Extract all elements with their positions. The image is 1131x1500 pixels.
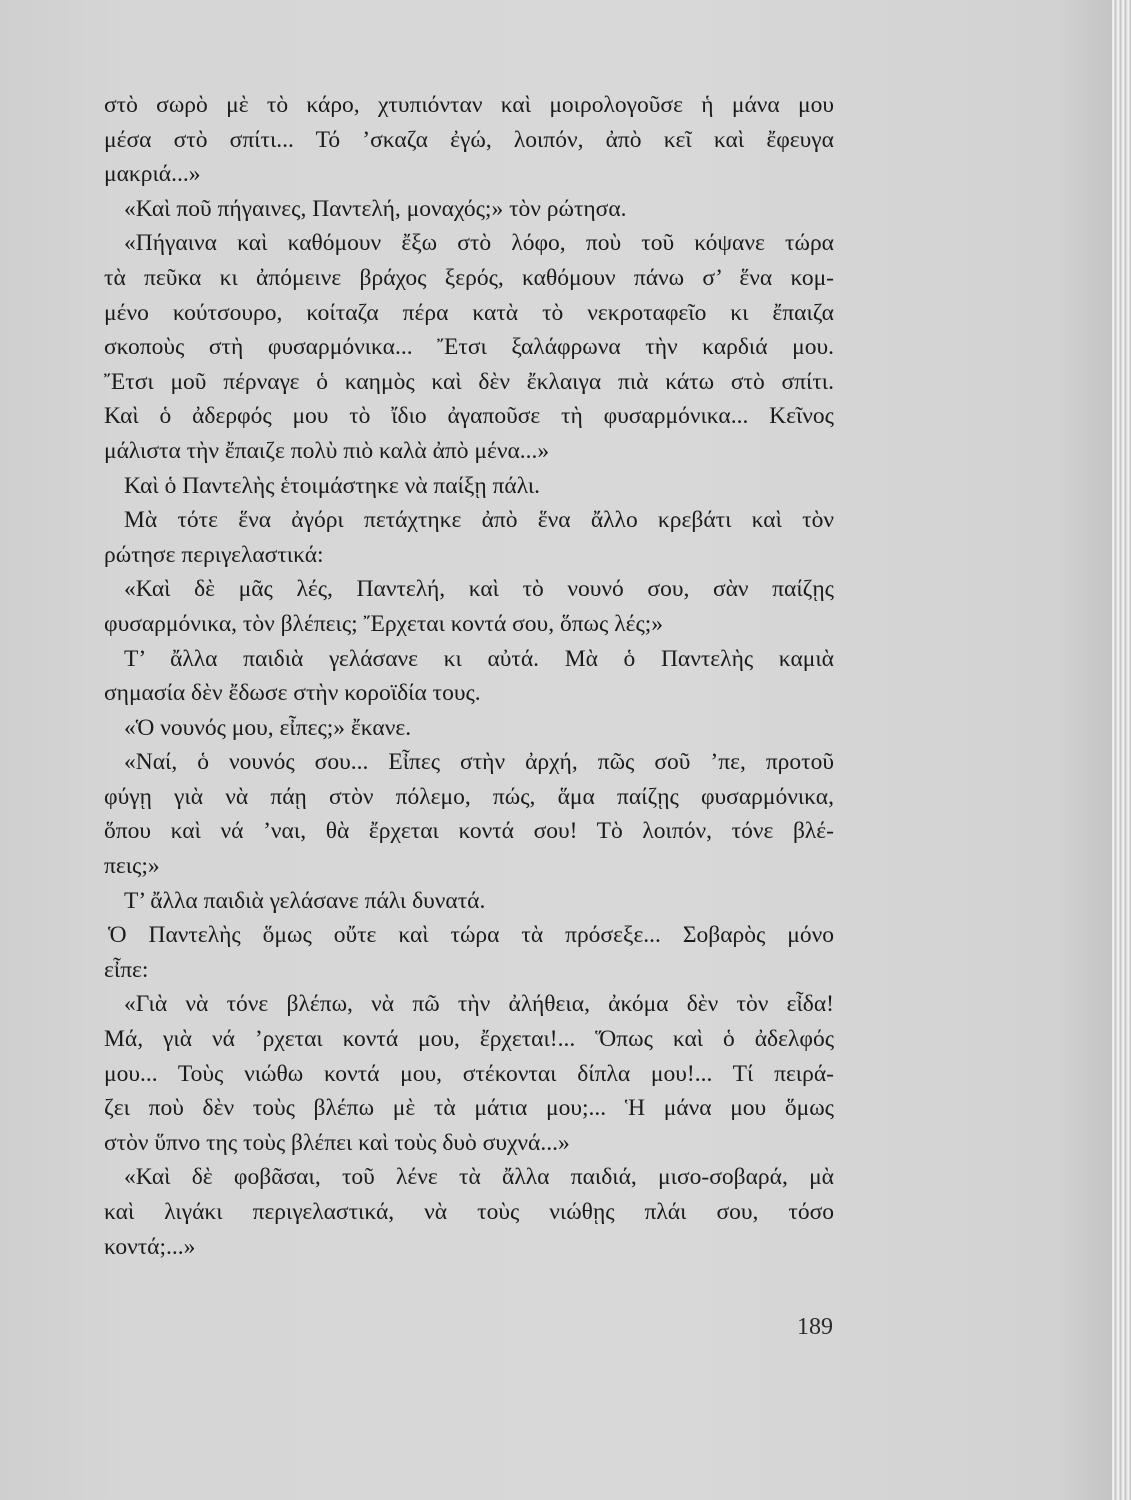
text-line: μένο κούτσουρο, κοίταζα πέρα κατὰ τὸ νεκροταφεῖο κι ἔπαιζα — [104, 299, 834, 326]
text-line: «Πήγαινα καὶ καθόμουν ἔξω στὸ λόφο, ποὺ τοῦ κόψανε τώρα — [124, 230, 834, 257]
text-line: σκοποὺς στὴ φυσαρμόνικα... Ἔτσι ξαλάφρωνα τὴν καρδιά μου. — [104, 334, 834, 361]
text-line: «Καὶ δὲ φοβᾶσαι, τοῦ λένε τὰ ἄλλα παιδιά, μισο-σοβαρά, μὰ — [124, 1164, 834, 1191]
text-line: εἶπε: — [104, 956, 149, 983]
text-line: πεις;» — [104, 853, 160, 880]
text-line: «Καὶ ποῦ πήγαινες, Παντελή, μοναχός;» τὸν ρώτησα. — [124, 195, 627, 222]
text-line: ρώτησε περιγελαστικά: — [104, 541, 324, 568]
text-line: μακριά...» — [104, 161, 201, 188]
text-line: Καὶ ὁ Παντελὴς ἑτοιμάστηκε νὰ παίξῃ πάλι. — [124, 472, 541, 499]
text-line: κοντά;...» — [104, 1233, 196, 1260]
text-line: φυσαρμόνικα, τὸν βλέπεις; Ἔρχεται κοντά σου, ὅπως λές;» — [104, 610, 664, 637]
page-number: 189 — [797, 1314, 833, 1340]
text-line: στὸν ὕπνο της τοὺς βλέπει καὶ τοὺς δυὸ συχνά...» — [104, 1129, 570, 1156]
text-line: Ὁ Παντελὴς ὅμως οὔτε καὶ τώρα τὰ πρόσεξε... Σοβαρὸς μόνο — [108, 922, 834, 949]
text-line: «Ναί, ὁ νουνός σου... Εἶπες στὴν ἀρχή, πῶς σοῦ ’πε, προτοῦ — [124, 749, 834, 776]
text-line: μάλιστα τὴν ἔπαιζε πολὺ πιὸ καλὰ ἀπὸ μένα...» — [104, 437, 550, 464]
text-line: σημασία δὲν ἔδωσε στὴν κοροϊδία τους. — [104, 680, 481, 707]
text-line: τὰ πεῦκα κι ἀπόμεινε βράχος ξερός, καθόμουν πάνω σ’ ἕνα κομ- — [104, 264, 834, 291]
text-line: «Καὶ δὲ μᾶς λές, Παντελή, καὶ τὸ νουνό σου, σὰν παίζῃς — [124, 576, 834, 603]
text-line: Τ’ ἄλλα παιδιὰ γελάσανε πάλι δυνατά. — [124, 887, 486, 914]
text-line: Καὶ ὁ ἀδερφός μου τὸ ἴδιο ἀγαποῦσε τὴ φυσαρμόνικα... Κεῖνος — [104, 403, 834, 430]
text-line: Μὰ τότε ἕνα ἀγόρι πετάχτηκε ἀπὸ ἕνα ἄλλο κρεβάτι καὶ τὸν — [124, 507, 834, 534]
body-text — [104, 88, 834, 1264]
text-line: Ἔτσι μοῦ πέρναγε ὁ καημὸς καὶ δὲν ἔκλαιγα πιὰ κάτω στὸ σπίτι. — [104, 368, 834, 395]
text-line: ὅπου καὶ νά ’ναι, θὰ ἔρχεται κοντά σου! Τὸ λοιπόν, τόνε βλέ- — [104, 818, 834, 845]
text-line: Τ’ ἄλλα παιδιὰ γελάσανε κι αὐτά. Μὰ ὁ Παντελὴς καμιὰ — [124, 645, 834, 672]
page-edge — [1112, 0, 1131, 1500]
text-line: Μά, γιὰ νά ’ρχεται κοντά μου, ἔρχεται!... Ὅπως καὶ ὁ ἀδελφός — [104, 1026, 834, 1053]
text-line: μέσα στὸ σπίτι... Τό ’σκαζα ἐγώ, λοιπόν, ἀπὸ κεῖ καὶ ἔφευγα — [104, 126, 834, 153]
text-line: καὶ λιγάκι περιγελαστικά, νὰ τοὺς νιώθῃς πλάι σου, τόσο — [104, 1199, 834, 1225]
text-line: «Γιὰ νὰ τόνε βλέπω, νὰ πῶ τὴν ἀλήθεια, ἀκόμα δὲν τὸν εἶδα! — [124, 991, 834, 1018]
text-line: στὸ σωρὸ μὲ τὸ κάρο, χτυπιόνταν καὶ μοιρολογοῦσε ἡ μάνα μου — [104, 92, 834, 118]
text-line: ζει ποὺ δὲν τοὺς βλέπω μὲ τὰ μάτια μου;... Ἡ μάνα μου ὅμως — [104, 1095, 834, 1122]
text-line: φύγῃ γιὰ νὰ πάῃ στὸν πόλεμο, πώς, ἅμα παίζῃς φυσαρμόνικα, — [104, 783, 834, 810]
text-line: «Ὁ νουνός μου, εἶπες;» ἔκανε. — [124, 714, 412, 741]
text-line: μου... Τοὺς νιώθω κοντά μου, στέκονται δίπλα μου!... Τί πειρά- — [104, 1060, 834, 1087]
